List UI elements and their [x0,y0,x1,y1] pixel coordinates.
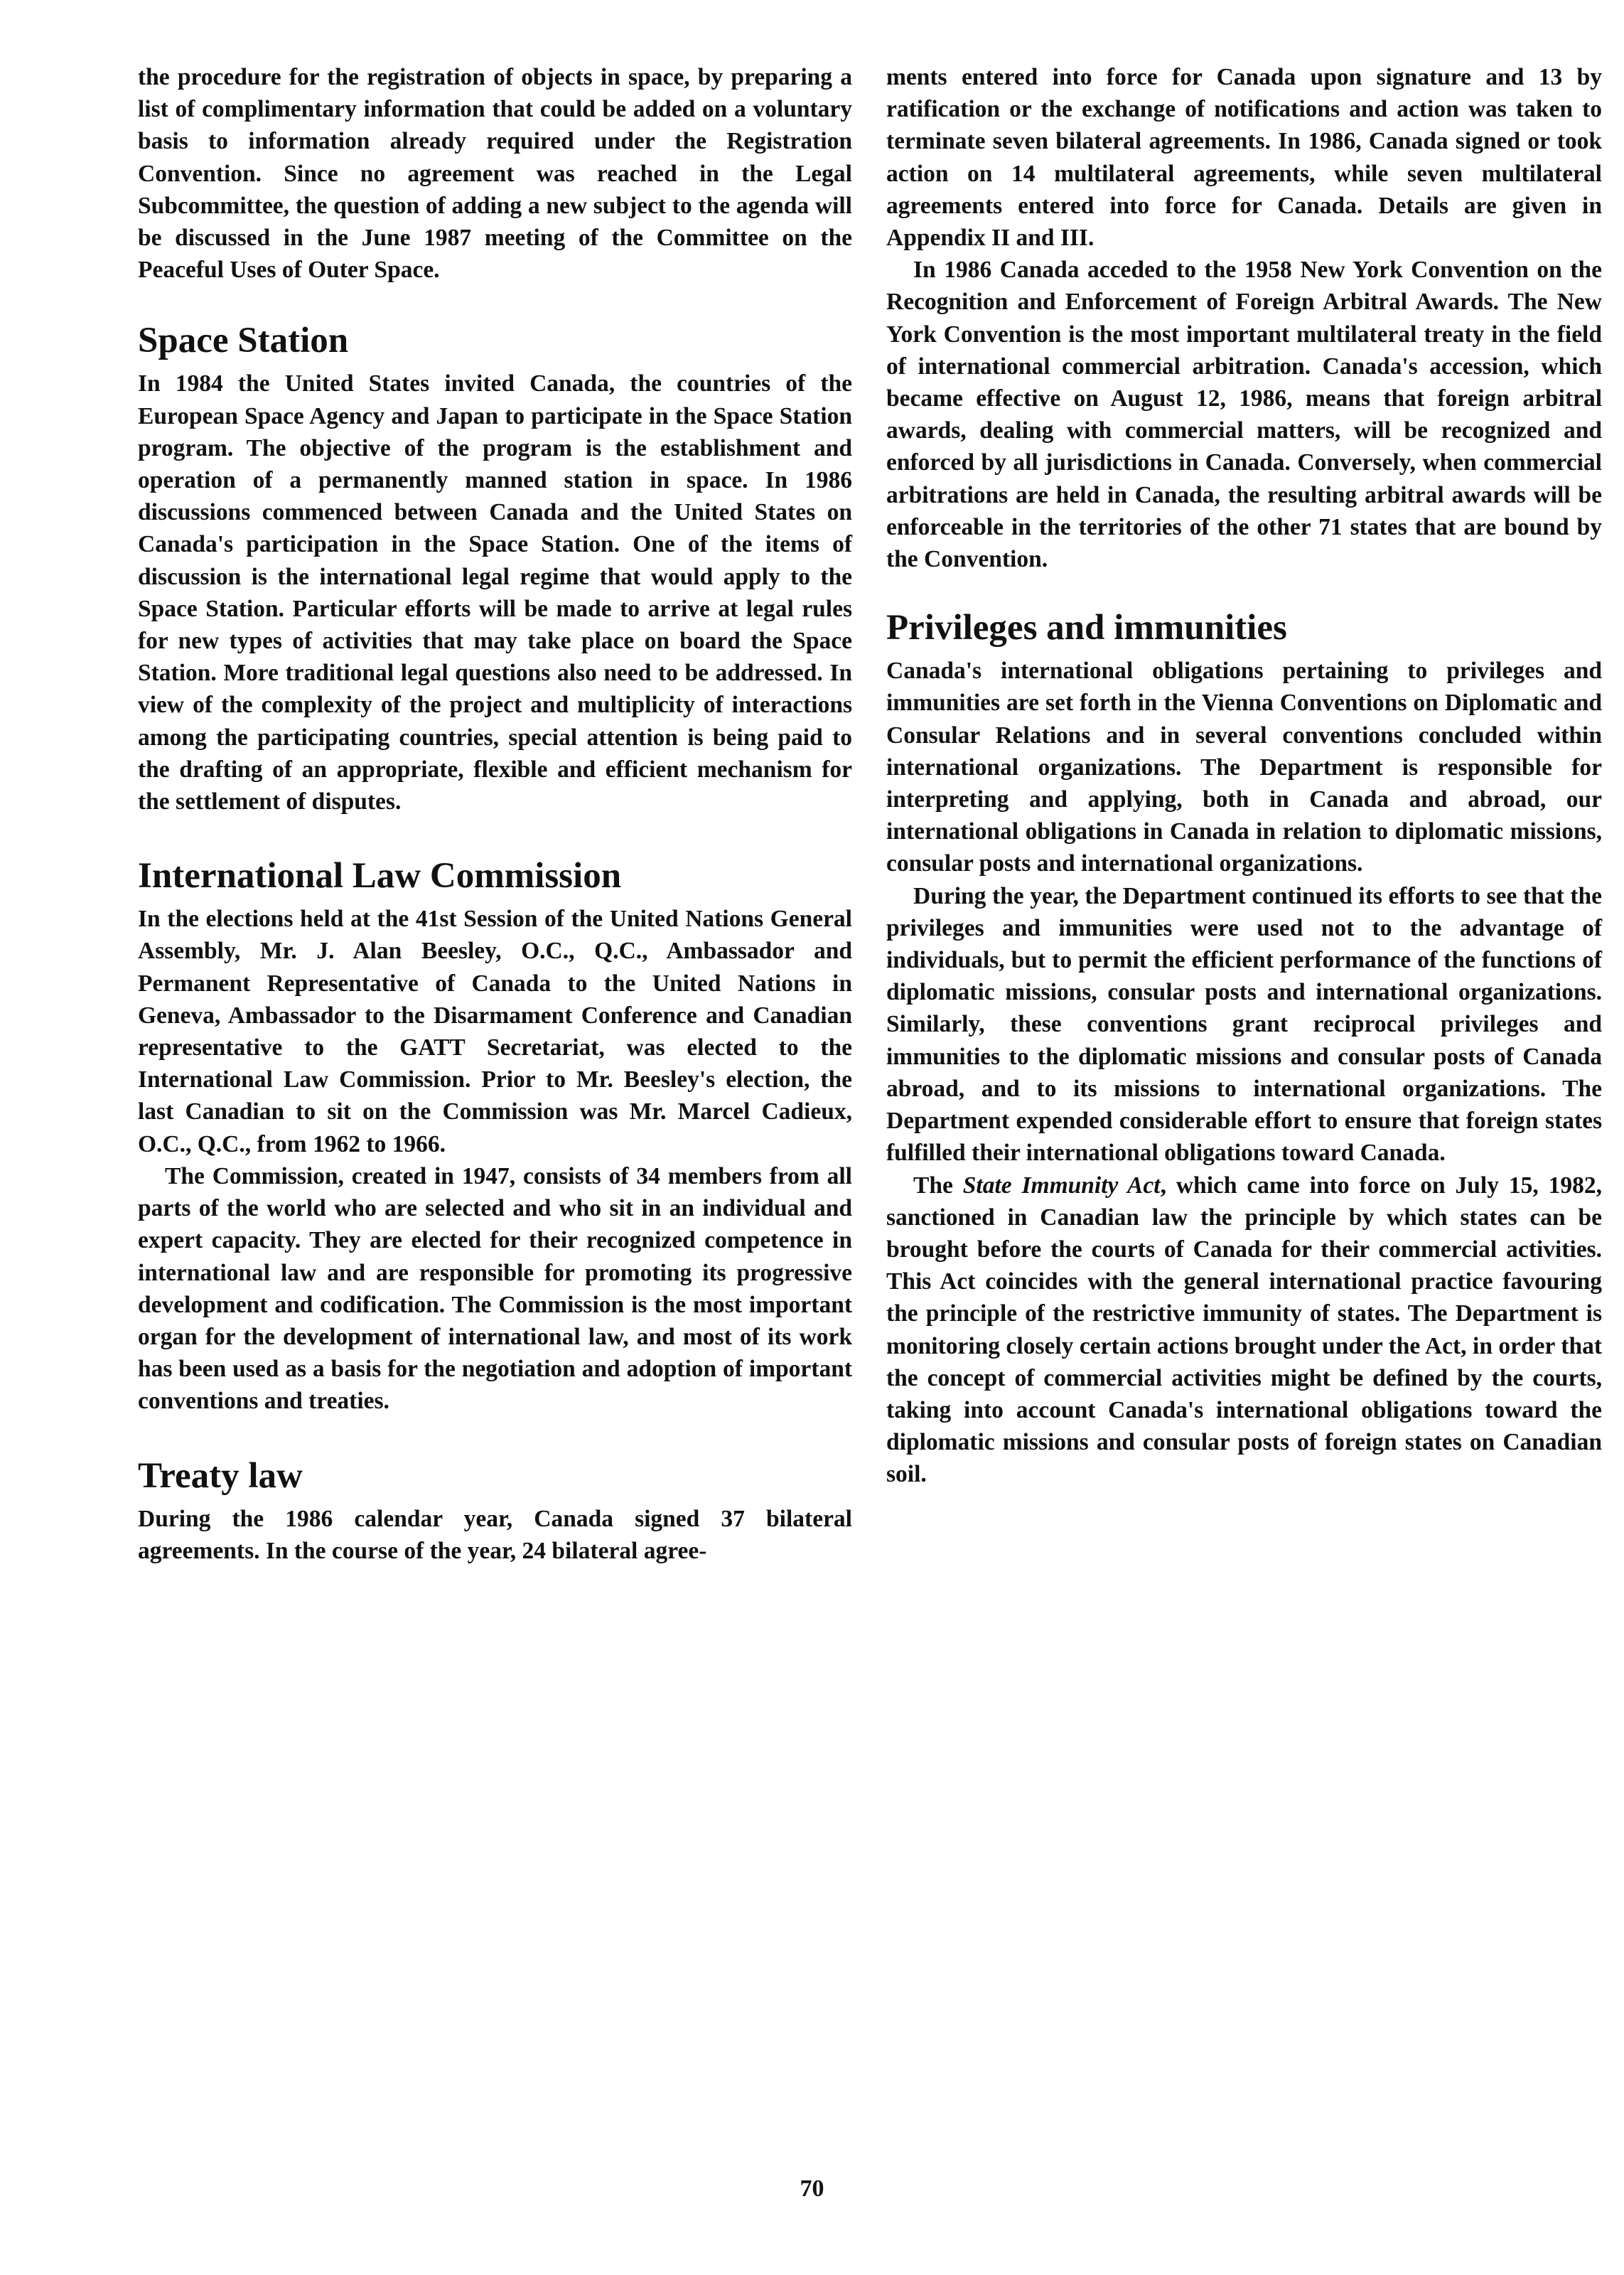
treaty-continuation-paragraph: ments entered into force for Canada upon signature and 13 by ratification or the exchange of notifications and action was taken to terminate seven bilateral agreements. In 1986, Canada signed or took action on 14 multilateral agreements, while seven multilateral agreements entered into force for Canada. Details are given in Appendix II and III. [886,64,1602,252]
state-immunity-text: , which came into force on July 15, 1982, sanctioned in Canadian law the principle by which states can be brought before the courts of Canada for their commercial activities. This Act coincides with the general international practice favouring the principle of the restrictive immunity of states. The Department is monitoring closely certain actions brought under the Act, in order that the concept of commercial activities might be defined by the courts, taking into account Canada's international obligations toward the diplomatic missions and consular posts of foreign states on Canadian soil. [886,1172,1602,1488]
page-number: 70 [800,2175,824,2202]
privileges-paragraph-3 [886,1169,1602,1491]
privileges-paragraph-1: Canada's international obligations pertaining to privileges and immunities are set forth in the Vienna Conventions on Diplomatic and Consular Relations and in several conventions concluded within international organizations. The Department is responsible for interpreting and applying, both in Canada and abroad, our international obligations in Canada in relation to diplomatic missions, consular posts and international organizations. [886,658,1602,877]
treaty-law-paragraph: During the 1986 calendar year, Canada signed 37 bilateral agreements. In the course of the year, 24 bilateral agree- [138,1505,852,1564]
ilc-paragraph-1: In the elections held at the 41st Session of the United Nations General Assembly, Mr. J. Alan Beesley, O.C., Q.C., Ambassador and Permanent Representative of Canada to the United Nations in Geneva, Ambassador to the Disarmament Conference and Canadian representative to the GATT Secretariat, was elected to the International Law Commission. Prior to Mr. Beesley's election, the last Canadian to sit on the Commission was Mr. Marcel Cadieux, O.C., Q.C., from 1962 to 1966. [138,906,852,1157]
state-immunity-prefix: The [913,1172,963,1199]
privileges-heading: Privileges and immunities [886,608,1287,648]
ilc-heading: International Law Commission [138,856,622,896]
left-column [138,61,852,1567]
space-station-heading: Space Station [138,321,349,361]
right-column [886,61,1602,1491]
intro-paragraph: the procedure for the registration of objects in space, by preparing a list of complimentary information that could be added on a voluntary basis to information already required under the Registration Convention. Since no agreement was reached in the Legal Subcommittee, the question of adding a new subject to the agenda will be discussed in the June 1987 meeting of the Committee on the Peaceful Uses of Outer Space. [138,64,852,284]
ilc-paragraph-2: The Commission, created in 1947, consists of 34 members from all parts of the world who are selected and who sit in an individual and expert capacity. They are elected for their recognized competence in international law and are responsible for promoting its progressive development and codification. The Commission is the most important organ for the development of international law, and most of its work has been used as a basis for the negotiation and adoption of important conventions and treaties. [138,1162,852,1415]
state-immunity-act-title: State Immunity Act [962,1172,1161,1199]
space-station-paragraph: In 1984 the United States invited Canada, the countries of the European Space Agency and Japan to participate in the Space Station program. The objective of the program is the establishment and operation of a permanently manned station in space. In 1986 discussions commenced between Canada and the United States on Canada's participation in the Space Station. One of the items of discussion is the international legal regime that would apply to the Space Station. Particular efforts will be made to arrive at legal rules for new types of activities that may take place on board the Space Station. More traditional legal questions also need to be addressed. In view of the complexity of the project and multiplicity of interactions among the participating countries, special attention is being paid to the drafting of an appropriate, flexible and efficient mechanism for the settlement of disputes. [138,370,852,815]
new-york-convention-paragraph: In 1986 Canada acceded to the 1958 New York Convention on the Recognition and Enforcement of Foreign Arbitral Awards. The New York Convention is the most important multilateral treaty in the field of international commercial arbitration. Canada's accession, which became effective on August 12, 1986, means that foreign arbitral awards, dealing with commercial matters, will be recognized and enforced by all jurisdictions in Canada. Conversely, when commercial arbitrations are held in Canada, the resulting arbitral awards will be enforceable in the territories of the other 71 states that are bound by the Convention. [886,257,1602,573]
privileges-paragraph-2: During the year, the Department continued its efforts to see that the privileges and immunities were used not to the advantage of individuals, but to permit the efficient performance of the functions of diplomatic missions, consular posts and international organizations. Similarly, these conventions grant reciprocal privileges and immunities to the diplomatic missions and consular posts of Canada abroad, and to its missions to international organizations. The Department expended considerable effort to ensure that foreign states fulfilled their international obligations toward Canada. [886,882,1602,1167]
treaty-law-heading: Treaty law [138,1455,303,1496]
